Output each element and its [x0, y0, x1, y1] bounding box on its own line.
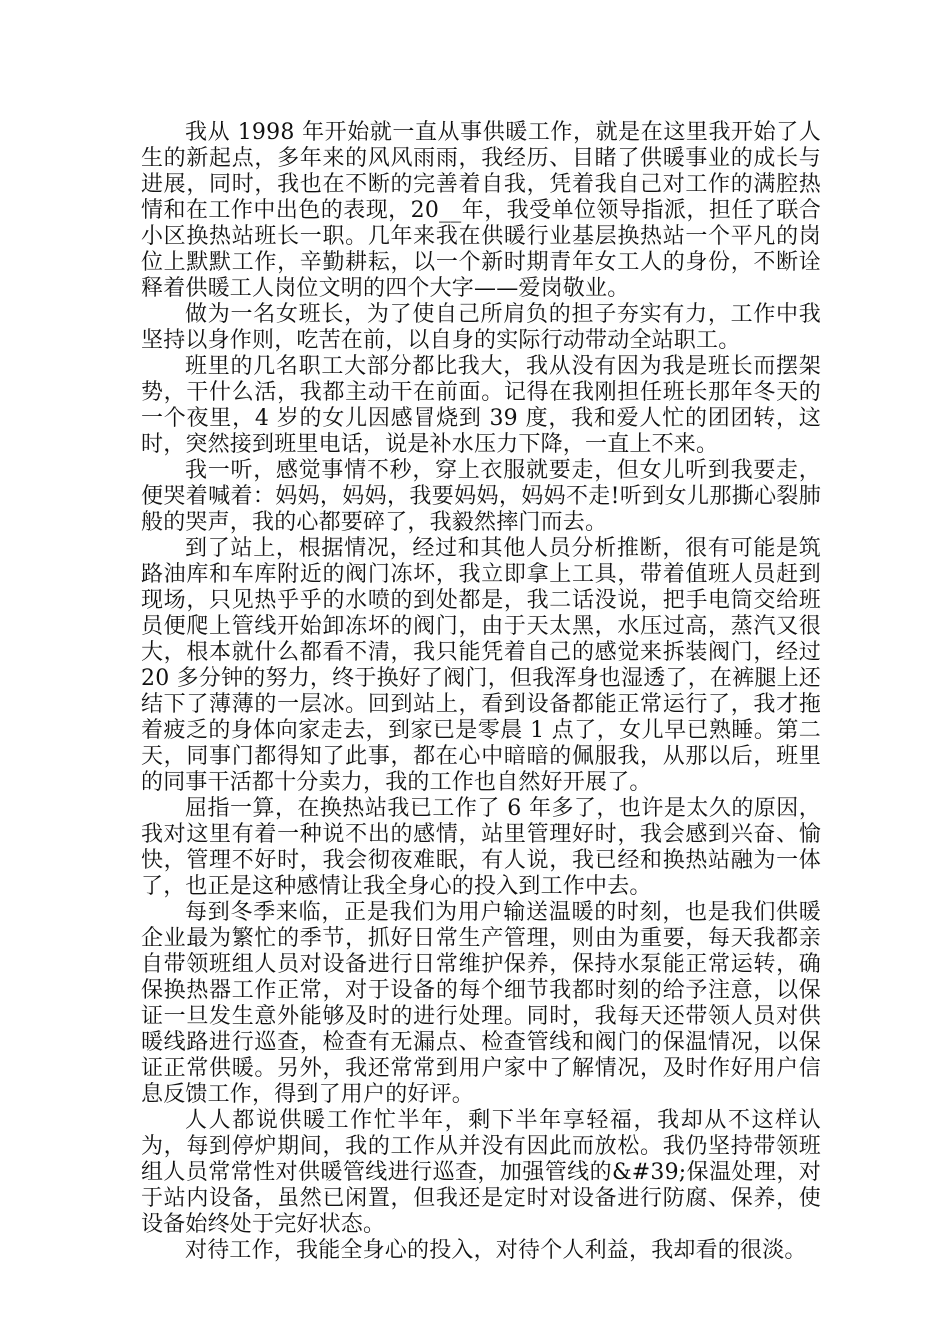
paragraph-8: 人人都说供暖工作忙半年，剩下半年享轻福，我却从不这样认为，每到停炉期间，我的工作从并没有因此而放松。我仍坚持带领班组人员常常性对供暖管线进行巡查，加强管线的&#39;保温处理，对于站内设备，虽然已闲置，但我还是定时对设备进行防腐、保养，使设备始终处于完好状态。: [141, 1108, 821, 1237]
paragraph-4: 我一听，感觉事情不秒，穿上衣服就要走，但女儿听到我要走，便哭着喊着：妈妈，妈妈，我要妈妈，妈妈不走!听到女儿那撕心裂肺般的哭声，我的心都要碎了，我毅然摔门而去。: [141, 458, 821, 535]
paragraph-5: 到了站上，根据情况，经过和其他人员分析推断，很有可能是筑路油库和车库附近的阀门冻坏，我立即拿上工具，带着值班人员赶到现场，只见热乎乎的水喷的到处都是，我二话没说，把手电筒交给班员便爬上管线开始卸冻坏的阀门，由于天太黑，水压过高，蒸汽又很大，根本就什么都看不清，我只能凭着自己的感觉来拆装阀门，经过 20 多分钟的努力，终于换好了阀门，但我浑身也湿透了，在裤腿上还结下了薄薄的一层冰。回到站上，看到设备都能正常运行了，我才拖着疲乏的身体向家走去，到家已是零晨 1 点了，女儿早已熟睡。第二天，同事门都得知了此事，都在心中暗暗的佩服我，从那以后，班里的同事干活都十分卖力，我的工作也自然好开展了。: [141, 536, 821, 795]
paragraph-3: 班里的几名职工大部分都比我大，我从没有因为我是班长而摆架势，干什么活，我都主动干在前面。记得在我刚担任班长那年冬天的一个夜里，4 岁的女儿因感冒烧到 39 度，我和爱人忙的团团转，这时，突然接到班里电话，说是补水压力下降，一直上不来。: [141, 354, 821, 457]
paragraph-7: 每到冬季来临，正是我们为用户输送温暖的时刻，也是我们供暖企业最为繁忙的季节，抓好日常生产管理，则由为重要，每天我都亲自带领班组人员对设备进行日常维护保养，保持水泵能正常运转，确保换热器工作正常，对于设备的每个细节我都时刻的给予注意，以保证一旦发生意外能够及时的进行处理。同时，我每天还带领人员对供暖线路进行巡查，检查有无漏点、检查管线和阀门的保温情况，以保证正常供暖。另外，我还常常到用户家中了解情况，及时作好用户信息反馈工作，得到了用户的好评。: [141, 900, 821, 1107]
document-body: [141, 120, 821, 1264]
paragraph-1: 我从 1998 年开始就一直从事供暖工作，就是在这里我开始了人生的新起点，多年来的风风雨雨，我经历、目睹了供暖事业的成长与进展，同时，我也在不断的完善着自我，凭着我自己对工作的满腔热情和在工作中出色的表现，20__年，我受单位领导指派，担任了联合小区换热站班长一职。几年来我在供暖行业基层换热站一个平凡的岗位上默默工作，辛勤耕耘，以一个新时期青年女工人的身份，不断诠释着供暖工人岗位文明的四个大字——爱岗敬业。: [141, 120, 821, 301]
paragraph-2: 做为一名女班长，为了使自己所肩负的担子夯实有力，工作中我坚持以身作则，吃苦在前，以自身的实际行动带动全站职工。: [141, 302, 821, 353]
paragraph-9: 对待工作，我能全身心的投入，对待个人利益，我却看的很淡。: [185, 1238, 807, 1263]
paragraph-6: 屈指一算，在换热站我已工作了 6 年多了，也许是太久的原因，我对这里有着一种说不出的感情，站里管理好时，我会感到兴奋、愉快，管理不好时，我会彻夜难眠，有人说，我已经和换热站融为一体了，也正是这种感情让我全身心的投入到工作中去。: [141, 796, 821, 899]
